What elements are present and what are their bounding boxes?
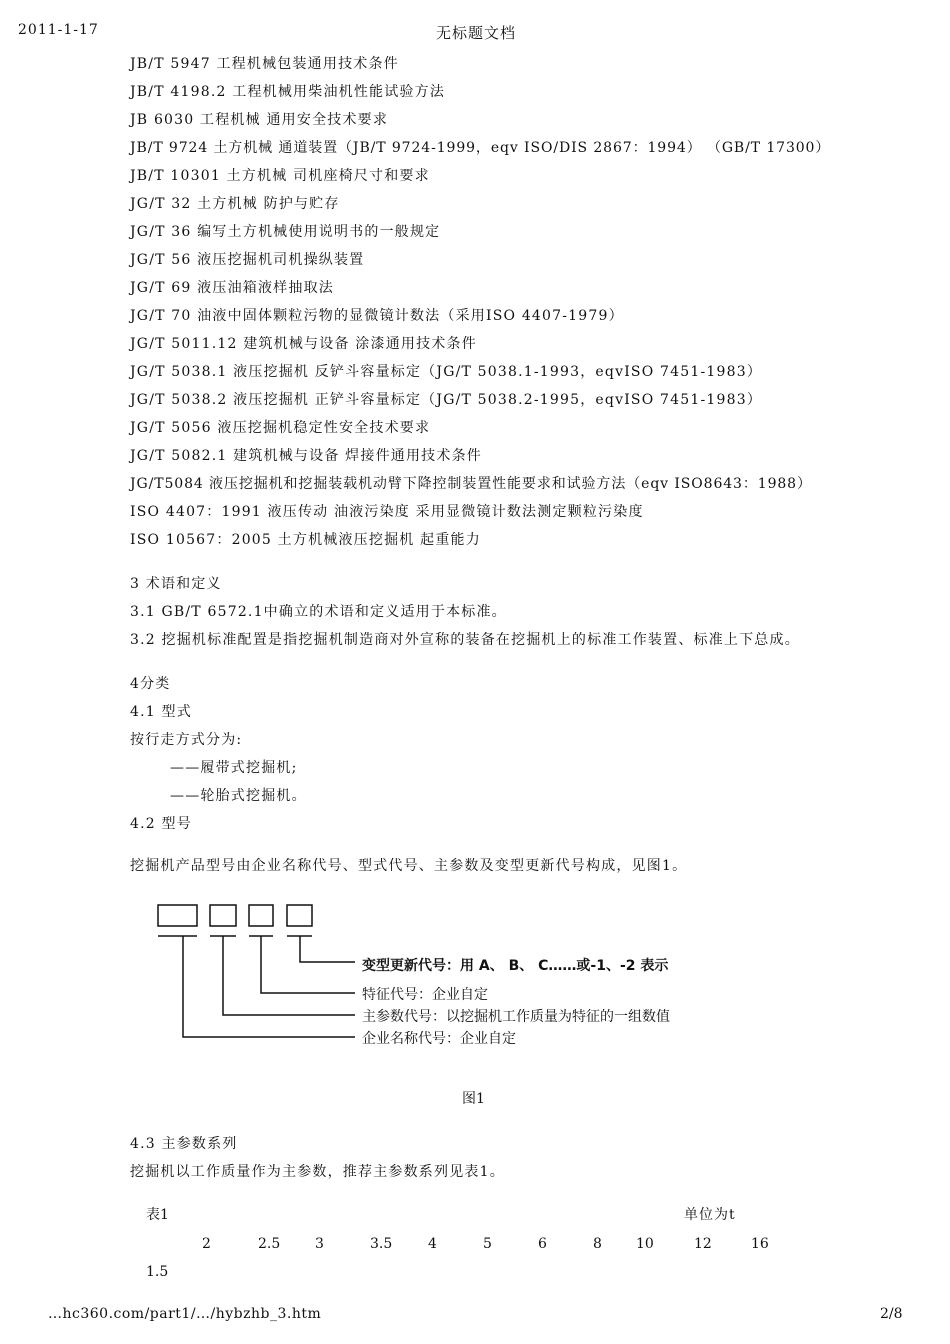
code-box-param xyxy=(210,905,236,926)
paragraph: 3.1 GB/T 6572.1中确立的术语和定义适用于本标准。 xyxy=(130,604,507,620)
standard-item: JG/T 5056 液压挖掘机稳定性安全技术要求 xyxy=(130,420,431,436)
standard-item: JB/T 10301 土方机械 司机座椅尺寸和要求 xyxy=(130,168,430,184)
label-variant-code: 变型更新代号：用 A、 B、 C……或-1、-2 表示 xyxy=(362,958,669,974)
table-cell: 3 xyxy=(315,1236,324,1252)
standard-item: JG/T 56 液压挖掘机司机操纵装置 xyxy=(130,252,365,268)
page-number: 2/8 xyxy=(880,1306,903,1322)
table-cell: 4 xyxy=(428,1236,437,1252)
table-cell: 16 xyxy=(751,1236,769,1252)
standard-item: ISO 4407：1991 液压传动 油液污染度 采用显微镜计数法测定颗粒污染度 xyxy=(130,504,644,520)
list-item: ——履带式挖掘机; xyxy=(170,760,298,776)
standard-item: JG/T 70 油液中固体颗粒污物的显微镜计数法（采用ISO 4407-1979） xyxy=(130,308,624,324)
header-date: 2011-1-17 xyxy=(18,22,99,38)
standard-item: JB/T 4198.2 工程机械用柴油机性能试验方法 xyxy=(130,84,446,100)
table-cell: 1.5 xyxy=(146,1264,169,1280)
table-unit: 单位为t xyxy=(684,1207,736,1223)
table-cell: 10 xyxy=(636,1236,654,1252)
subsection-heading: 4.3 主参数系列 xyxy=(130,1136,238,1152)
table-cell: 6 xyxy=(538,1236,547,1252)
label-feature-code: 特征代号：企业自定 xyxy=(362,987,488,1003)
subsection-heading: 4.1 型式 xyxy=(130,704,192,720)
table-label: 表1 xyxy=(146,1207,169,1223)
label-enterprise-code: 企业名称代号：企业自定 xyxy=(362,1031,516,1047)
model-code-diagram xyxy=(150,898,710,1058)
standard-item: JG/T 32 土方机械 防护与贮存 xyxy=(130,196,340,212)
section-heading: 3 术语和定义 xyxy=(130,576,222,592)
standard-item: JB 6030 工程机械 通用安全技术要求 xyxy=(130,112,389,128)
section-heading: 4分类 xyxy=(130,676,171,692)
standard-item: ISO 10567：2005 土方机械液压挖掘机 起重能力 xyxy=(130,532,481,548)
paragraph: 3.2 挖掘机标准配置是指挖掘机制造商对外宣称的装备在挖掘机上的标准工作装置、标准上下总成。 xyxy=(130,632,800,648)
table-cell: 3.5 xyxy=(370,1236,393,1252)
paragraph: 挖掘机以工作质量作为主参数，推荐主参数系列见表1。 xyxy=(130,1164,505,1180)
figure-caption: 图1 xyxy=(462,1091,485,1107)
table-cell: 5 xyxy=(483,1236,492,1252)
table-cell: 2.5 xyxy=(258,1236,281,1252)
list-item: ——轮胎式挖掘机。 xyxy=(170,788,307,804)
code-box-feature xyxy=(249,905,273,926)
paragraph: 挖掘机产品型号由企业名称代号、型式代号、主参数及变型更新代号构成，见图1。 xyxy=(130,858,688,874)
standard-item: JB/T 5947 工程机械包装通用技术条件 xyxy=(130,56,399,72)
standard-item: JG/T 5082.1 建筑机械与设备 焊接件通用技术条件 xyxy=(130,448,482,464)
standard-item: JG/T 69 液压油箱液样抽取法 xyxy=(130,280,334,296)
table-cell: 12 xyxy=(694,1236,712,1252)
standard-item: JG/T 36 编写土方机械使用说明书的一般规定 xyxy=(130,224,441,240)
standard-item: JG/T5084 液压挖掘机和挖掘装载机动臂下降控制装置性能要求和试验方法（eqv ISO8643：1988） xyxy=(130,476,812,492)
paragraph: 按行走方式分为: xyxy=(130,732,243,748)
table-cell: 8 xyxy=(593,1236,602,1252)
standard-item: JG/T 5038.2 液压挖掘机 正铲斗容量标定（JG/T 5038.2-1995，eqvISO 7451-1983） xyxy=(130,392,763,408)
label-param-code: 主参数代号：以挖掘机工作质量为特征的一组数值 xyxy=(362,1009,670,1025)
footer-url: …hc360.com/part1/…/hybzhb_3.htm xyxy=(48,1306,322,1322)
standard-item: JG/T 5011.12 建筑机械与设备 涂漆通用技术条件 xyxy=(130,336,477,352)
code-box-variant xyxy=(287,905,312,926)
subsection-heading: 4.2 型号 xyxy=(130,816,192,832)
standard-item: JB/T 9724 土方机械 通道装置（JB/T 9724-1999，eqv ISO/DIS 2867：1994） （GB/T 17300） xyxy=(130,140,831,156)
table-cell: 2 xyxy=(202,1236,211,1252)
standard-item: JG/T 5038.1 液压挖掘机 反铲斗容量标定（JG/T 5038.1-1993，eqvISO 7451-1983） xyxy=(130,364,763,380)
header-title: 无标题文档 xyxy=(436,24,517,42)
code-box-enterprise xyxy=(158,905,197,926)
